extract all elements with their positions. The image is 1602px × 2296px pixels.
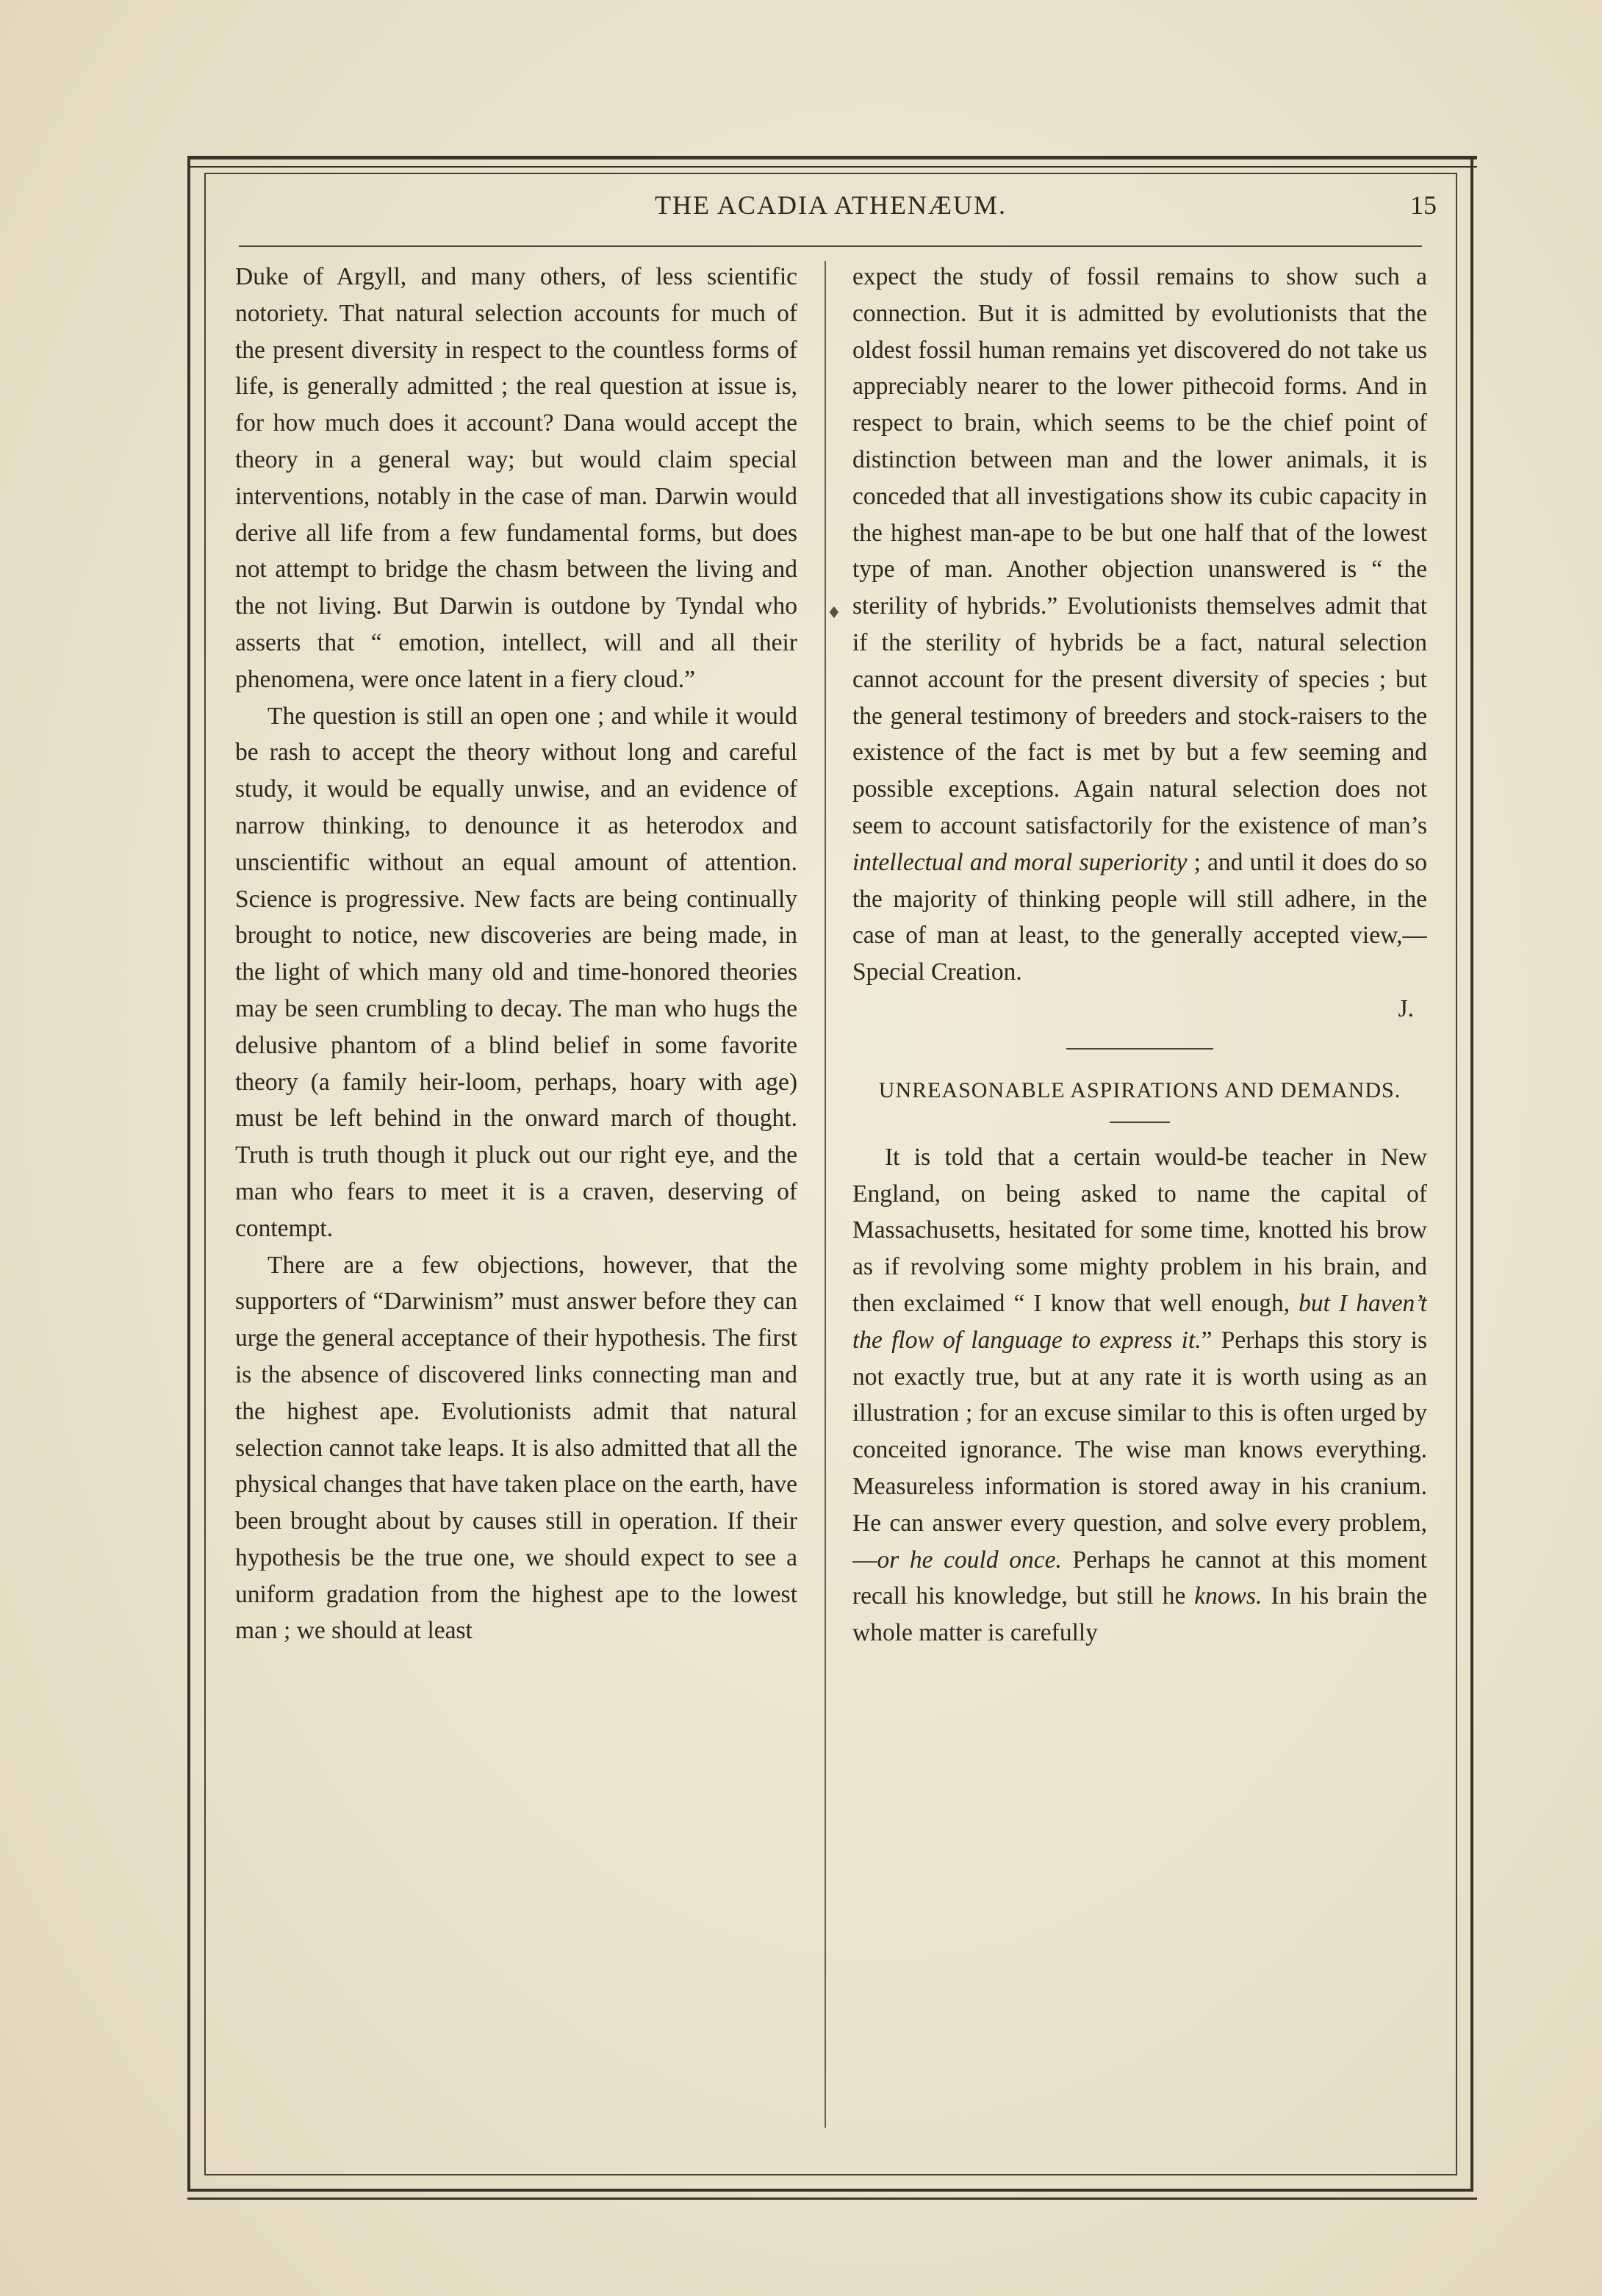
article-2-text-a: It is told that a certain would-be teacher in New England, on being asked to name the capital of Massachusetts, hesitated for some time, knotted his brow as if revolving some mighty problem in his brain, and then exclaimed “ I know that well enough, — [852, 1143, 1427, 1317]
article-2-text-b: ” Perhaps this story is not exactly true, but at any rate it is worth using as an illustration ; for an excuse similar to this is often urged by conceited ignorance. The wise man knows everything. Measureless information is stored away in his cranium. He can answer every question, and solve every problem,— — [852, 1326, 1427, 1574]
right-column — [852, 259, 1427, 2140]
page-number: 15 — [1410, 190, 1437, 220]
column-divider — [825, 261, 826, 2128]
article-separator-rule — [1066, 1048, 1213, 1050]
print-speck-mark: ♦ — [827, 604, 841, 623]
left-paragraph-2: The question is still an open one ; and while it would be rash to accept the theory without long and careful study, it would be equally unwise, and an evidence of narrow thinking, to denounce it as heterodox and unscientific without an equal amount of attention. Science is progressive. New facts are being continually brought to notice, new discoveries are being made, in the light of which many old and time-honored theories may be seen crumbling to decay. The man who hugs the delusive phantom of a blind belief in some favorite theory (a family heir-loom, perhaps, hoary with age) must be left behind in the onward march of thought. Truth is truth though it pluck out our right eye, and the man who fears to meet it is a craven, deserving of contempt. — [235, 702, 797, 1242]
left-paragraph-1: Duke of Argyll, and many others, of less scientific notoriety. That natural selection accounts for much of the present diversity in respect to the countless forms of life, is generally admitted ; the real question at issue is, for how much does it account? Dana would accept the theory in a general way; but would claim special interventions, notably in the case of man. Darwin would derive all life from a few fundamental forms, but does not attempt to bridge the chasm between the living and the not living. But Darwin is outdone by Tyndal who asserts that “ emotion, intellect, will and all their phenomena, were once latent in a fiery cloud.” — [235, 263, 797, 693]
left-column — [235, 259, 797, 2140]
bottom-border-rule — [187, 2198, 1477, 2200]
title-underline-rule — [1110, 1122, 1170, 1123]
article-2-italic-3: knows. — [1194, 1582, 1262, 1610]
article-2-text-d: In his brain the whole matter is carefully — [852, 1582, 1427, 1647]
right-paragraph-1-text-b: ; and until it does do so the majority of thinking people will still adhere, in the case of man at least, to the generally accepted view,—Special Creation. — [852, 848, 1427, 986]
header-rule — [239, 245, 1422, 247]
article-2-text-c: Perhaps he cannot at this moment recall his knowledge, but still he — [852, 1546, 1427, 1610]
running-head — [204, 190, 1457, 234]
author-signature: J. — [1398, 994, 1414, 1022]
article-2-italic-2: or he could once. — [877, 1546, 1062, 1574]
publication-title: THE ACADIA ATHENÆUM. — [654, 190, 1007, 220]
article-2-paragraph-1 — [852, 1139, 1427, 1651]
right-paragraph-1-italic: intellectual and moral superiority — [852, 848, 1188, 876]
right-paragraph-1-text-a: expect the study of fossil remains to show such a connection. But it is admitted by evolutionists that the oldest fossil human remains yet discovered do not take us appreciably nearer to the lower pithecoid forms. And in respect to brain, which seems to be the chief point of distinction between man and the lower animals, it is conceded that all investigations show its cubic capacity in the highest man-ape to be but one half that of the lowest type of man. Another objection unanswered is “ the sterility of hybrids.” Evolutionists themselves admit that if the sterility of hybrids be a fact, natural selection cannot account for the present diversity of species ; but the general testimony of breeders and stock-raisers to the existence of the fact is met by but a few seeming and possible exceptions. Again natural selection does not seem to account satisfactorily for the existence of man’s — [852, 263, 1427, 839]
article-2-italic-1: but I haven’t the flow of language to express it. — [852, 1289, 1427, 1354]
article-2-title: UNREASONABLE ASPIRATIONS AND DEMANDS. — [878, 1077, 1401, 1102]
right-paragraph-1 — [852, 259, 1427, 991]
left-paragraph-3: There are a few objections, however, that the supporters of “Darwinism” must answer before they can urge the general acceptance of their hypothesis. The first is the absence of discovered links connecting man and the highest ape. Evolutionists admit that natural selection cannot take leaps. It is also admitted that all the physical changes that have taken place on the earth, have been brought about by causes still in operation. If their hypothesis be the true one, we should expect to see a uniform gradation from the highest ape to the lowest man ; we should at least — [235, 1251, 797, 1645]
